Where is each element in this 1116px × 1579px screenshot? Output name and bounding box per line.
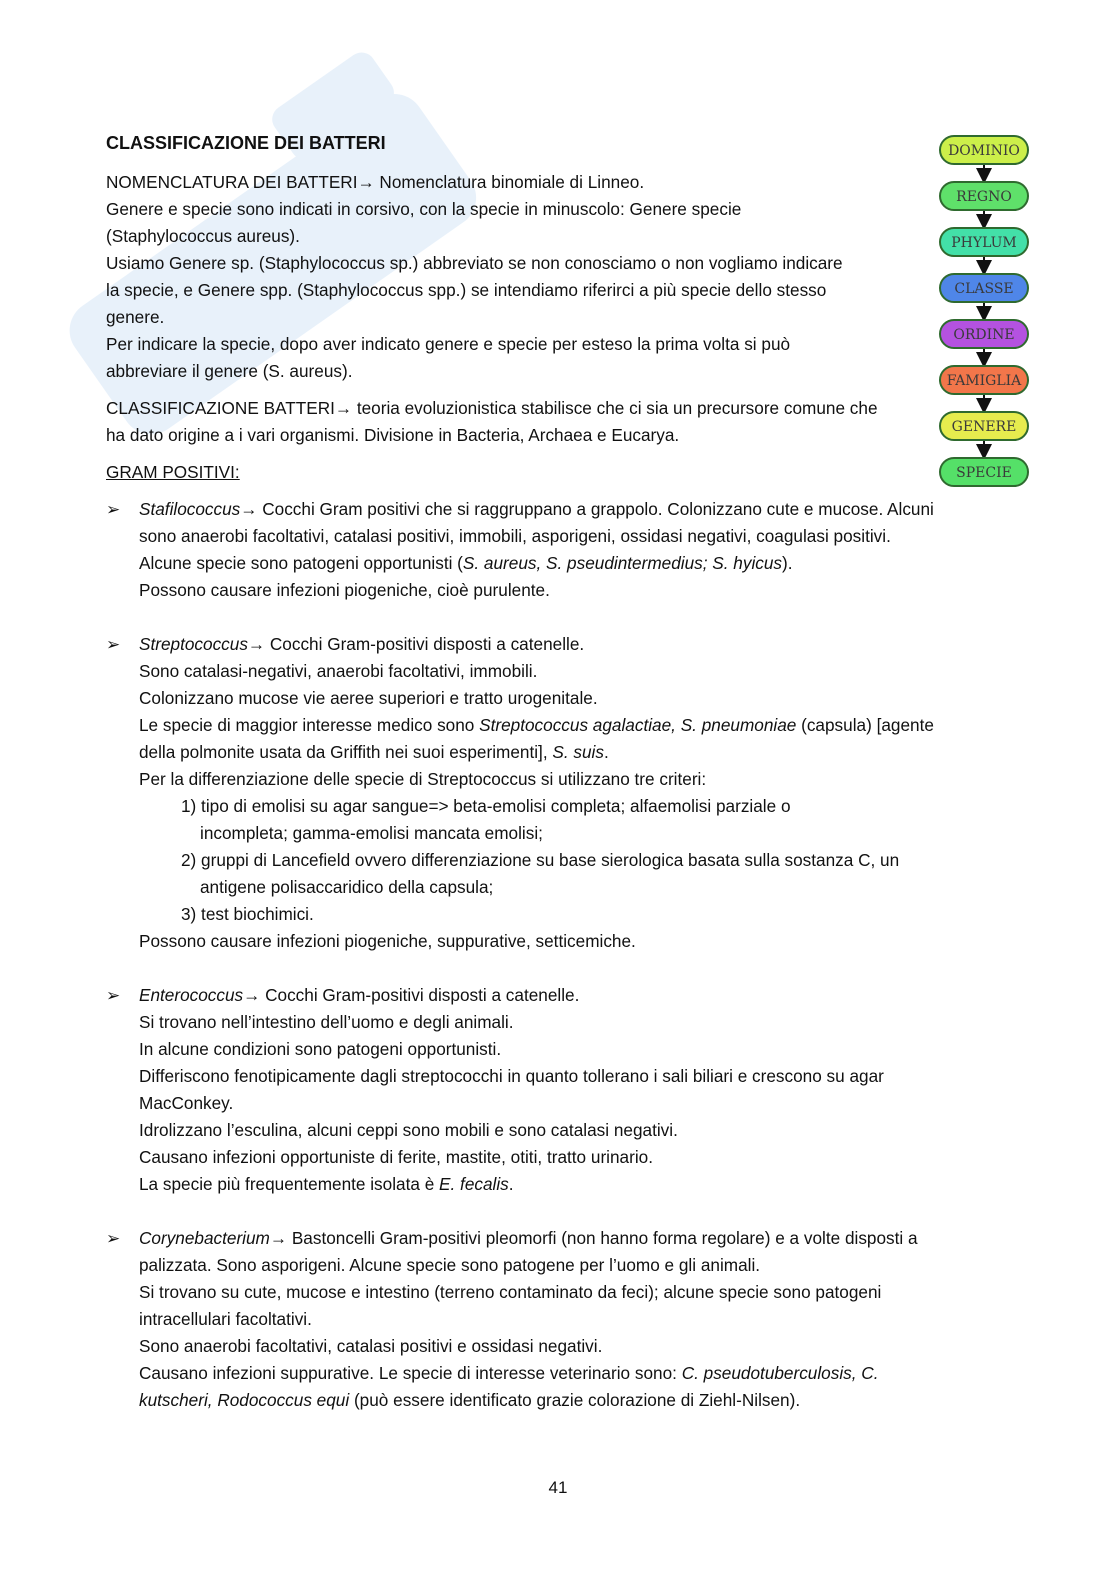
genus-name: Corynebacterium (139, 1228, 270, 1248)
numbered-item-continued: incompleta; gamma-emolisi mancata emolisi; (200, 823, 543, 843)
text-line: genere. (106, 307, 165, 327)
taxonomy-rank-genere (940, 412, 1028, 440)
text-line: Possono causare infezioni piogeniche, suppurative, setticemiche. (139, 931, 636, 951)
text-line: Si trovano nell’intestino dell’uomo e degli animali. (139, 1012, 514, 1032)
arrow-bullet-icon: ➢ (106, 500, 121, 519)
text-line: ha dato origine a i vari organismi. Divisione in Bacteria, Archaea e Eucarya. (106, 425, 680, 445)
taxonomy-rank-famiglia (940, 366, 1028, 394)
arrow-bullet-icon: ➢ (106, 635, 121, 654)
text-line: → Cocchi Gram-positivi disposti a catenelle. (243, 985, 580, 1005)
text-line: sono anaerobi facoltativi, catalasi positivi, immobili, asporigeni, ossidasi negativi, coagulasi positivi. (139, 526, 891, 546)
section-heading-gram-positivi: GRAM POSITIVI: (106, 462, 240, 482)
text-line: Si trovano su cute, mucose e intestino (terreno contaminato da feci); alcune specie sono patogeni (139, 1282, 882, 1302)
main-content (106, 130, 1001, 1441)
arrow-bullet-icon: ➢ (106, 1229, 121, 1248)
text-line: Colonizzano mucose vie aeree superiori e tratto urogenitale. (139, 688, 598, 708)
species-names: S. aureus, S. pseudintermedius; S. hyicus (462, 553, 783, 573)
taxonomy-rank-regno (940, 182, 1028, 210)
species-names: C. pseudotuberculosis, C. (681, 1363, 879, 1383)
numbered-item-continued: antigene polisaccaridico della capsula; (200, 877, 494, 897)
species-names: S. suis (552, 742, 604, 762)
classificazione-paragraph (106, 395, 1001, 449)
text-line: la specie, e Genere spp. (Staphylococcus spp.) se intendiamo riferirci a più specie dello stesso (106, 280, 827, 300)
text-line: Usiamo Genere sp. (Staphylococcus sp.) abbreviato se non conosciamo o non vogliamo indicare (106, 253, 843, 273)
text-line: In alcune condizioni sono patogeni opportunisti. (139, 1039, 502, 1059)
taxonomy-rank-label: DOMINIO (948, 143, 1020, 159)
text-line: (può essere identificato grazie colorazione di Ziehl-Nilsen). (349, 1390, 801, 1410)
text-line: Differiscono fenotipicamente dagli streptococchi in quanto tollerano i sali biliari e crescono su agar (139, 1066, 884, 1086)
text-line: . (508, 1174, 514, 1194)
nomenclatura-paragraph (106, 169, 1001, 385)
text-line: → Bastoncelli Gram-positivi pleomorfi (non hanno forma regolare) e a volte disposti a (269, 1228, 918, 1248)
taxonomy-rank-label: REGNO (956, 189, 1012, 205)
species-names: kutscheri, Rodococcus equi (139, 1390, 350, 1410)
species-names: E. fecalis (439, 1174, 509, 1194)
text-line: della polmonite usata da Griffith nei suoi esperimenti], (139, 742, 553, 762)
taxonomy-rank-phylum (940, 228, 1028, 256)
genus-name: Streptococcus (139, 634, 248, 654)
bullet-stafilococcus (106, 496, 1001, 604)
arrow-bullet-icon: ➢ (106, 986, 121, 1005)
taxonomy-rank-label: GENERE (951, 419, 1017, 435)
text-line: Per la differenziazione delle specie di Streptococcus si utilizzano tre criteri: (139, 769, 707, 789)
text-line: Idrolizzano l’esculina, alcuni ceppi sono mobili e sono catalasi negativi. (139, 1120, 678, 1140)
text-line: Causano infezioni opportuniste di ferite, mastite, otiti, tratto urinario. (139, 1147, 653, 1167)
bullet-corynebacterium (106, 1225, 1001, 1414)
bullet-streptococcus (106, 631, 1001, 955)
taxonomy-rank-label: SPECIE (956, 465, 1012, 481)
bullet-enterococcus (106, 982, 1001, 1198)
genus-name: Enterococcus (139, 985, 244, 1005)
text-line: Alcune specie sono patogeni opportunisti ( (139, 553, 463, 573)
text-line: Sono catalasi-negativi, anaerobi facoltativi, immobili. (139, 661, 538, 681)
text-line: (capsula) [agente (796, 715, 934, 735)
taxonomy-rank-ordine (940, 320, 1028, 348)
numbered-item: 1) tipo di emolisi su agar sangue=> beta-emolisi completa; alfaemolisi parziale o (181, 796, 791, 816)
page-title: CLASSIFICAZIONE DEI BATTERI (106, 133, 386, 153)
numbered-item: 2) gruppi di Lancefield ovvero differenziazione su base sierologica basata sulla sostanza C, un (181, 850, 900, 870)
taxonomy-rank-specie (940, 458, 1028, 486)
text-line: . (603, 742, 609, 762)
numbered-item: 3) test biochimici. (181, 904, 314, 924)
text-line: → Cocchi Gram-positivi disposti a catenelle. (247, 634, 585, 654)
text-line: intracellulari facoltativi. (139, 1309, 312, 1329)
text-line: Causano infezioni suppurative. Le specie di interesse veterinario sono: (139, 1363, 682, 1383)
text-line: ). (782, 553, 793, 573)
text-line: → Cocchi Gram positivi che si raggruppano a grappolo. Colonizzano cute e mucose. Alcuni (240, 499, 934, 519)
text-line: CLASSIFICAZIONE BATTERI→ teoria evoluzionistica stabilisce che ci sia un precursore comune che (106, 398, 878, 418)
genus-name: Stafilococcus (139, 499, 241, 519)
text-line: palizzata. Sono asporigeni. Alcune specie sono patogene per l’uomo e gli animali. (139, 1255, 761, 1275)
text-line: La specie più frequentemente isolata è (139, 1174, 440, 1194)
taxonomy-rank-label: FAMIGLIA (946, 373, 1022, 389)
text-line: NOMENCLATURA DEI BATTERI→ Nomenclatura binomiale di Linneo. (106, 172, 645, 192)
taxonomy-rank-classe (940, 274, 1028, 302)
taxonomy-rank-dominio (940, 136, 1028, 164)
text-line: MacConkey. (139, 1093, 234, 1113)
text-line: (Staphylococcus aureus). (106, 226, 300, 246)
text-line: Le specie di maggior interesse medico sono (139, 715, 480, 735)
text-line: Sono anaerobi facoltativi, catalasi positivi e ossidasi negativi. (139, 1336, 603, 1356)
taxonomy-hierarchy-diagram (935, 134, 1033, 494)
taxonomy-rank-label: CLASSE (954, 281, 1014, 297)
taxonomy-rank-label: ORDINE (953, 327, 1015, 343)
text-line: Genere e specie sono indicati in corsivo, con la specie in minuscolo: Genere specie (106, 199, 742, 219)
page-number: 41 (548, 1478, 568, 1497)
text-line: Per indicare la specie, dopo aver indicato genere e specie per esteso la prima volta si può (106, 334, 791, 354)
text-line: abbreviare il genere (S. aureus). (106, 361, 353, 381)
species-names: Streptococcus agalactiae, S. pneumoniae (479, 715, 797, 735)
taxonomy-rank-label: PHYLUM (951, 235, 1017, 251)
text-line: Possono causare infezioni piogeniche, cioè purulente. (139, 580, 550, 600)
